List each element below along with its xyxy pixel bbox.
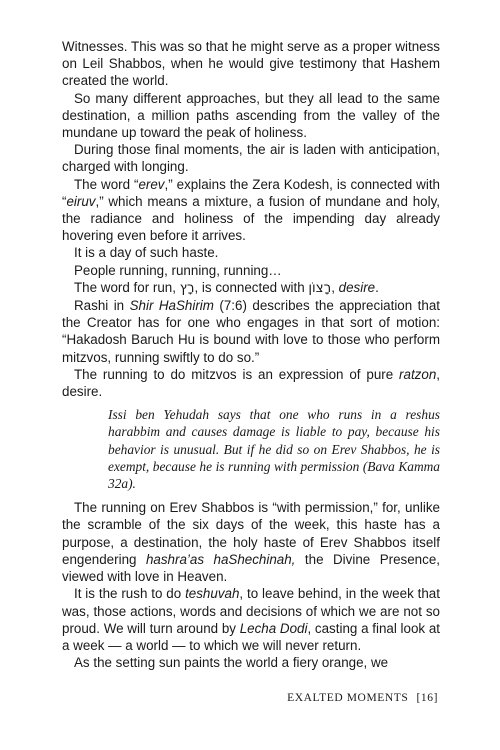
page-footer [287,692,438,704]
text-run: Rashi in [74,298,130,314]
italic-term-hashraas: hashra’as haShechinah, [145,551,296,567]
paragraph: It is a day of such haste. [74,245,219,261]
block-quote: Issi ben Yehudah says that one who runs in a reshus harabbim and causes damage is liable to pay, because his behavior is unusual. But if he did so on Erev Shabbos, he is exempt, because he is running with permission (Bava Kamma 32a). [108,407,440,492]
italic-term-lecha-dodi: Lecha Dodi [239,620,308,636]
hebrew-word-ratzon: רָצוֹן [308,280,332,296]
paragraph [62,585,440,654]
italic-term-erev: erev [138,176,165,192]
text-run: The running to do mitzvos is an expression of pure [74,366,400,382]
italic-title-shir-hashirim: Shir HaShirim [129,298,214,314]
paragraph: As the setting sun paints the world a fiery orange, we [74,655,389,671]
hebrew-word-run: רָץ [179,280,195,296]
text-run: . [375,279,379,295]
italic-term-teshuvah: teshuvah [185,586,240,602]
paragraph: During those final moments, the air is laden with anticipation, charged with longing. [62,142,440,175]
paragraph: So many different approaches, but they all lead to the same destination, a million paths ascending from the valley of the mundane up toward the peak of holiness. [62,90,440,141]
text-run: , [331,279,339,295]
text-run: The word “ [74,176,139,192]
paragraph [62,176,440,245]
paragraph: Witnesses. This was so that he might serve as a proper witness on Leil Shabbos, when he would give testimony that Hashem created the world. [62,39,440,89]
text-run: , is connected with [194,279,309,295]
page-number: [16] [416,692,438,704]
text-run: It is the rush to do [74,586,186,602]
page-body [62,38,440,671]
paragraph [62,366,440,400]
running-title: EXALTED MOMENTS [287,692,409,704]
text-run: The running on Erev Shabbos is “with permission,” for, unlike the scramble of the six days of the week, this haste has a purpose, a destination, the holy haste of Erev Shabbos itself engendering [62,500,440,567]
italic-term-desire: desire [338,279,376,295]
text-run: ,” which means a mixture, a fusion of mundane and holy, the radiance and holiness of the impending day already hovering even before it arrives. [62,193,440,244]
text-run: (7:6) describes the appreciation that the Creator has for one who engages in that sort of motion: “Hakadosh Baruch Hu is bound with love to those who perform mitzvos, running swiftly to do so.” [62,298,440,365]
text-run: ,” explains the Zera Kodesh, is connected with “ [62,176,440,209]
italic-term-ratzon: ratzon [399,366,437,382]
paragraph: People running, running, running… [74,262,282,278]
text-run: , casting a final look at a week — a world — to which we will never return. [62,620,441,653]
text-run: , to leave behind, in the week that was, those actions, words and decisions of which we are not so proud. We will turn around by [62,586,440,636]
text-run: The word for run, [74,279,180,295]
text-run: , desire. [62,366,440,400]
paragraph [62,297,440,366]
text-run: the Divine Presence, viewed with love in Heaven. [62,551,440,585]
paragraph [62,499,440,585]
italic-term-eiruv: eiruv [66,193,96,209]
paragraph [62,279,440,297]
